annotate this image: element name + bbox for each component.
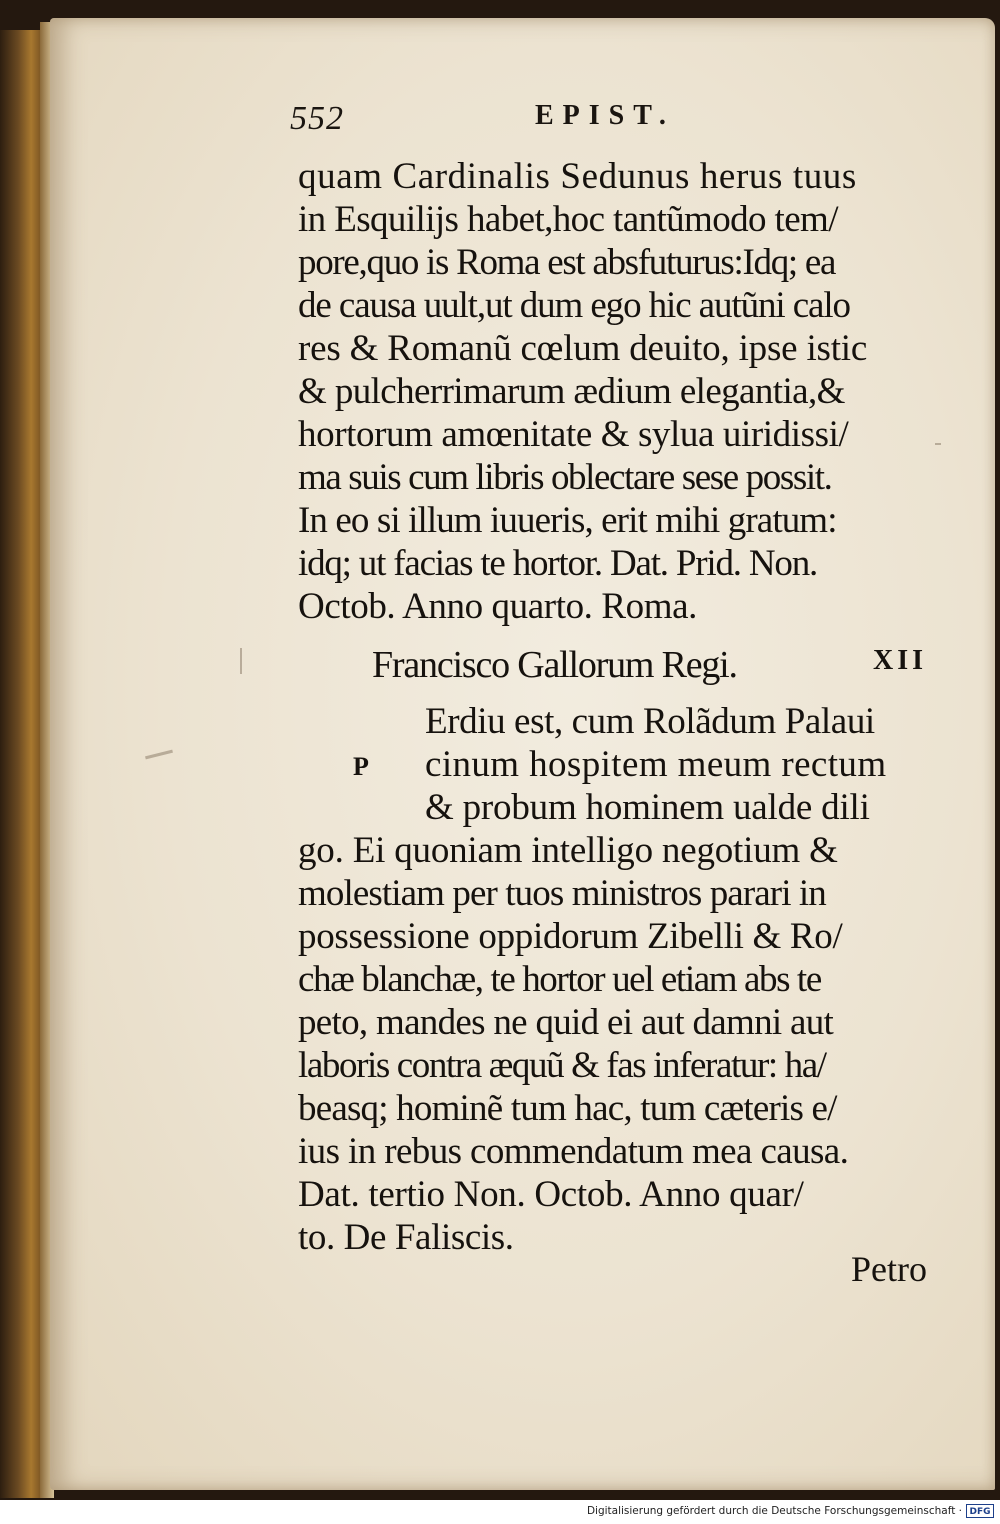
text-line: cinum hospitem meum rectum xyxy=(425,744,887,785)
text-line: ius in rebus commendatum mea causa. xyxy=(298,1131,849,1172)
text-line: go. Ei quoniam intelligo negotium & xyxy=(298,830,838,871)
initial-guide-letter: P xyxy=(353,752,369,781)
text-line: pore,quo is Roma est absfuturus:Idq; ea xyxy=(298,242,836,283)
text-line: res & Romanũ cœlum deuito, ipse istic xyxy=(298,328,868,369)
text-line: & pulcherrimarum ædium elegantia,& xyxy=(298,371,845,412)
running-head: EPIST. xyxy=(535,100,675,131)
text-line: to. De Faliscis. xyxy=(298,1217,514,1258)
text-line: peto, mandes ne quid ei aut damni aut xyxy=(298,1002,834,1043)
text-line: possessione oppidorum Zibelli & Ro/ xyxy=(298,916,843,957)
text-line: idq; ut facias te hortor. Dat. Prid. Non. xyxy=(298,543,818,584)
text-line: beasq; hominẽ tum hac, tum cæteris e/ xyxy=(298,1088,837,1129)
text-line: Octob. Anno quarto. Roma. xyxy=(298,586,698,627)
paper-speck xyxy=(935,443,941,445)
text-line: Dat. tertio Non. Octob. Anno quar/ xyxy=(298,1174,804,1215)
letter-heading: Francisco Gallorum Regi. xyxy=(372,644,737,686)
funding-credit: Digitalisierung gefördert durch die Deutsche Forschungsgemeinschaft · xyxy=(586,1505,962,1517)
dfg-logo-icon: DFG xyxy=(966,1504,994,1518)
text-line: de causa uult,ut dum ego hic autũni calo xyxy=(298,285,850,326)
paper-speck xyxy=(240,648,242,674)
digitization-footer xyxy=(0,1500,1000,1524)
text-line: ma suis cum libris oblectare sese possit. xyxy=(298,457,832,498)
text-line: laboris contra æquũ & fas inferatur: ha/ xyxy=(298,1045,826,1086)
catchword: Petro xyxy=(851,1249,927,1289)
text-line: In eo si illum iuueris, erit mihi gratum: xyxy=(298,500,837,541)
text-line: & probum hominem ualde dili xyxy=(425,787,870,828)
text-line: molestiam per tuos ministros parari in xyxy=(298,873,826,914)
text-line: quam Cardinalis Sedunus herus tuus xyxy=(298,156,857,197)
text-line: hortorum amœnitate & sylua uiridissi/ xyxy=(298,414,849,455)
page-header xyxy=(290,100,940,140)
letter-number: XII xyxy=(873,645,928,676)
text-line: in Esquilijs habet,hoc tantũmodo tem/ xyxy=(298,199,838,240)
paper-speck xyxy=(145,750,173,760)
text-line: Erdiu est, cum Rolãdum Palaui xyxy=(425,701,875,742)
page-number: 552 xyxy=(290,100,344,137)
text-line: chæ blanchæ, te hortor uel etiam abs te xyxy=(298,959,821,1000)
